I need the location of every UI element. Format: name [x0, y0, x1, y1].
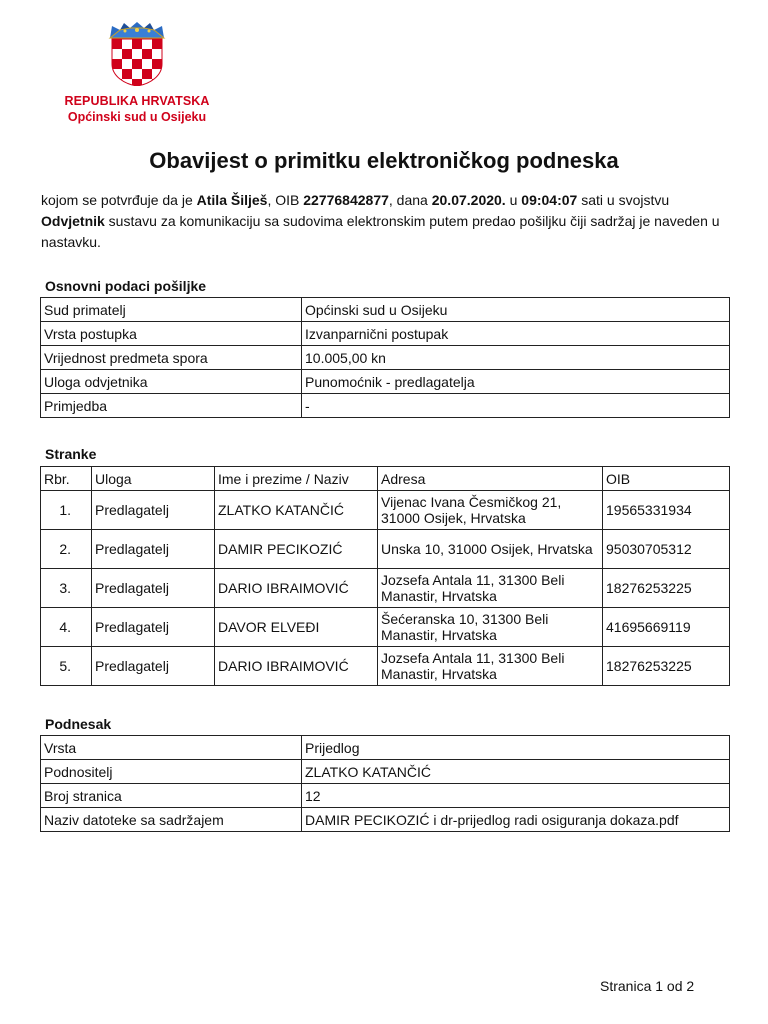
- table-row: [41, 394, 730, 418]
- intro-paragraph: [41, 190, 721, 253]
- row-value: Punomoćnik - predlagatelja: [302, 370, 730, 394]
- basic-data-table: [40, 297, 730, 418]
- party-oib: 18276253225: [603, 569, 730, 608]
- party-name: DAVOR ELVEĐI: [215, 608, 378, 647]
- row-value: Prijedlog: [302, 736, 730, 760]
- party-address: Šećeranska 10, 31300 Beli Manastir, Hrvatska: [378, 608, 603, 647]
- intro-text: u: [505, 192, 522, 208]
- row-label: Podnositelj: [41, 760, 302, 784]
- column-header-address: Adresa: [378, 467, 603, 491]
- party-oib: 95030705312: [603, 530, 730, 569]
- party-name: DAMIR PECIKOZIĆ: [215, 530, 378, 569]
- party-oib: 41695669119: [603, 608, 730, 647]
- column-header-role: Uloga: [92, 467, 215, 491]
- row-value: ZLATKO KATANČIĆ: [302, 760, 730, 784]
- intro-text: sati u svojstvu: [577, 192, 670, 208]
- column-header-name: Ime i prezime / Naziv: [215, 467, 378, 491]
- table-row: [41, 346, 730, 370]
- party-address: Jozsefa Antala 11, 31300 Beli Manastir, Hrvatska: [378, 647, 603, 686]
- party-oib: 18276253225: [603, 647, 730, 686]
- parties-table: [40, 466, 730, 686]
- row-label: Uloga odvjetnika: [41, 370, 302, 394]
- croatian-coat-of-arms-icon: [106, 22, 168, 86]
- submission-time: 09:04:07: [521, 192, 578, 208]
- party-role: Predlagatelj: [92, 491, 215, 530]
- table-row: [41, 370, 730, 394]
- table-row: [41, 784, 730, 808]
- party-role: Predlagatelj: [92, 530, 215, 569]
- table-row: [41, 298, 730, 322]
- column-header-rbr: Rbr.: [41, 467, 92, 491]
- party-name: DARIO IBRAIMOVIĆ: [215, 569, 378, 608]
- party-oib: 19565331934: [603, 491, 730, 530]
- crown: [110, 22, 164, 38]
- submitter-oib: 22776842877: [303, 192, 389, 208]
- table-row: [41, 808, 730, 832]
- table-row: [41, 760, 730, 784]
- submitter-role: Odvjetnik: [41, 213, 105, 229]
- table-row: [41, 569, 730, 608]
- party-rbr: 2.: [41, 530, 92, 569]
- row-value: 10.005,00 kn: [302, 346, 730, 370]
- republic-name: REPUBLIKA HRVATSKA: [64, 94, 210, 108]
- intro-text: sustavu za komunikaciju sa sudovima elektronskim putem predao pošiljku čiji sadržaj je naveden u nastavku.: [41, 213, 720, 250]
- column-header-oib: OIB: [603, 467, 730, 491]
- row-label: Vrsta: [41, 736, 302, 760]
- document-header: [40, 22, 234, 124]
- party-role: Predlagatelj: [92, 608, 215, 647]
- submission-table: [40, 735, 730, 832]
- row-value: DAMIR PECIKOZIĆ i dr-prijedlog radi osiguranja dokaza.pdf: [302, 808, 730, 832]
- party-address: Vijenac Ivana Česmičkog 21, 31000 Osijek, Hrvatska: [378, 491, 603, 530]
- row-value: Općinski sud u Osijeku: [302, 298, 730, 322]
- party-address: Jozsefa Antala 11, 31300 Beli Manastir, Hrvatska: [378, 569, 603, 608]
- intro-text: , OIB: [267, 192, 304, 208]
- table-row: [41, 530, 730, 569]
- submission-date: 20.07.2020.: [431, 192, 506, 208]
- table-row: [41, 491, 730, 530]
- court-name: Općinski sud u Osijeku: [67, 110, 207, 124]
- row-label: Primjedba: [41, 394, 302, 418]
- party-rbr: 1.: [41, 491, 92, 530]
- basic-data-section-title: Osnovni podaci pošiljke: [45, 278, 207, 294]
- table-row: [41, 647, 730, 686]
- row-value: 12: [302, 784, 730, 808]
- party-address: Unska 10, 31000 Osijek, Hrvatska: [378, 530, 603, 569]
- party-name: ZLATKO KATANČIĆ: [215, 491, 378, 530]
- row-label: Vrijednost predmeta spora: [41, 346, 302, 370]
- row-label: Broj stranica: [41, 784, 302, 808]
- document-title: Obavijest o primitku elektroničkog podneska: [149, 148, 619, 173]
- row-value: Izvanparnični postupak: [302, 322, 730, 346]
- table-row: [41, 608, 730, 647]
- party-rbr: 3.: [41, 569, 92, 608]
- party-role: Predlagatelj: [92, 569, 215, 608]
- party-role: Predlagatelj: [92, 647, 215, 686]
- row-value: -: [302, 394, 730, 418]
- party-rbr: 4.: [41, 608, 92, 647]
- row-label: Vrsta postupka: [41, 322, 302, 346]
- party-name: DARIO IBRAIMOVIĆ: [215, 647, 378, 686]
- table-header-row: [41, 467, 730, 491]
- table-row: [41, 322, 730, 346]
- parties-section-title: Stranke: [45, 446, 97, 462]
- checkered-shield: [112, 39, 162, 86]
- intro-text: , dana: [388, 192, 432, 208]
- intro-text: kojom se potvrđuje da je: [41, 192, 197, 208]
- party-rbr: 5.: [41, 647, 92, 686]
- submitter-name: Atila Šilješ: [196, 192, 268, 208]
- submission-section-title: Podnesak: [45, 716, 112, 732]
- page-number: Stranica 1 od 2: [600, 978, 695, 994]
- row-label: Naziv datoteke sa sadržajem: [41, 808, 302, 832]
- row-label: Sud primatelj: [41, 298, 302, 322]
- table-row: [41, 736, 730, 760]
